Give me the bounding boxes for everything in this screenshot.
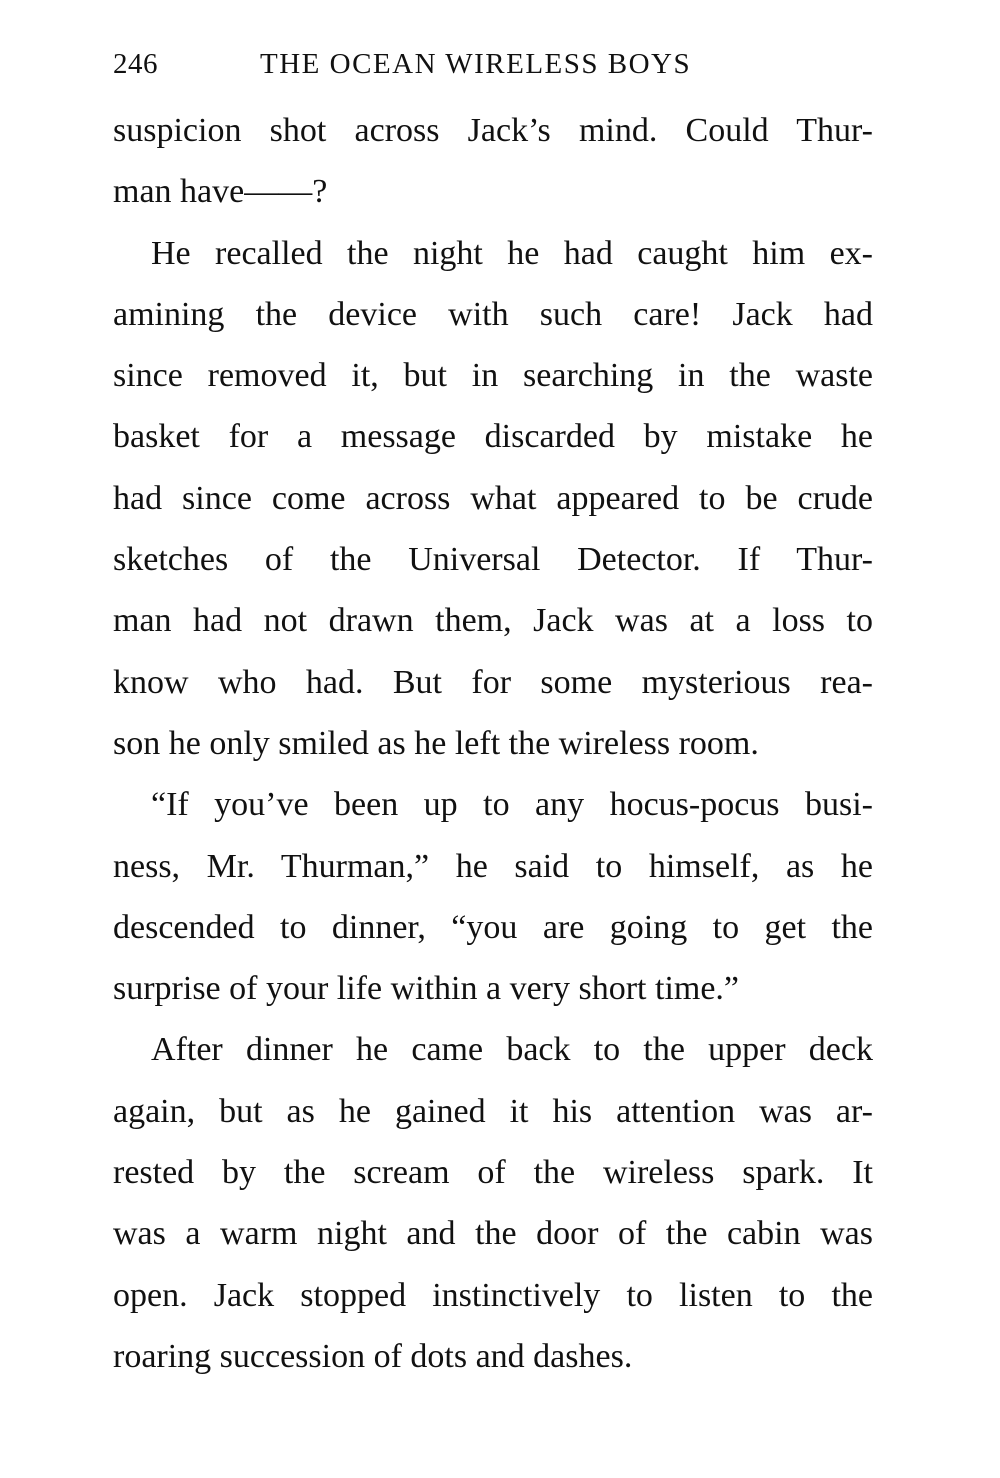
book-title: THE OCEAN WIRELESS BOYS <box>260 48 692 80</box>
text-line: man had not drawn them, Jack was at a loss to <box>113 602 873 640</box>
text-line: again, but as he gained it his attention was ar- <box>113 1092 873 1130</box>
text-line: ness, Mr. Thurman,” he said to himself, as he <box>113 847 873 885</box>
text-line: man have——? <box>113 173 328 211</box>
text-line: basket for a message discarded by mistake he <box>113 418 873 456</box>
text-line: rested by the scream of the wireless spark. It <box>113 1154 873 1192</box>
body-text <box>113 100 873 1387</box>
text-line: surprise of your life within a very short time.” <box>113 970 740 1008</box>
page-number: 246 <box>113 48 158 80</box>
text-line: descended to dinner, “you are going to get the <box>113 908 873 946</box>
text-line: amining the device with such care! Jack had <box>113 295 873 333</box>
running-head <box>113 44 883 84</box>
text-line: son he only smiled as he left the wireless room. <box>113 724 759 762</box>
text-line: After dinner he came back to the upper deck <box>151 1031 873 1069</box>
text-line: sketches of the Universal Detector. If Thur- <box>113 541 873 579</box>
text-line: suspicion shot across Jack’s mind. Could Thur- <box>113 112 873 149</box>
text-line: He recalled the night he had caught him ex- <box>151 234 873 272</box>
text-line: was a warm night and the door of the cabin was <box>113 1215 873 1253</box>
text-line: since removed it, but in searching in the waste <box>113 357 873 395</box>
text-line: open. Jack stopped instinctively to listen to the <box>113 1276 873 1314</box>
text-line: “If you’ve been up to any hocus-pocus busi- <box>151 786 873 824</box>
text-line: roaring succession of dots and dashes. <box>113 1337 633 1375</box>
text-line: know who had. But for some mysterious rea- <box>113 663 873 701</box>
text-line: had since come across what appeared to be crude <box>113 479 873 517</box>
